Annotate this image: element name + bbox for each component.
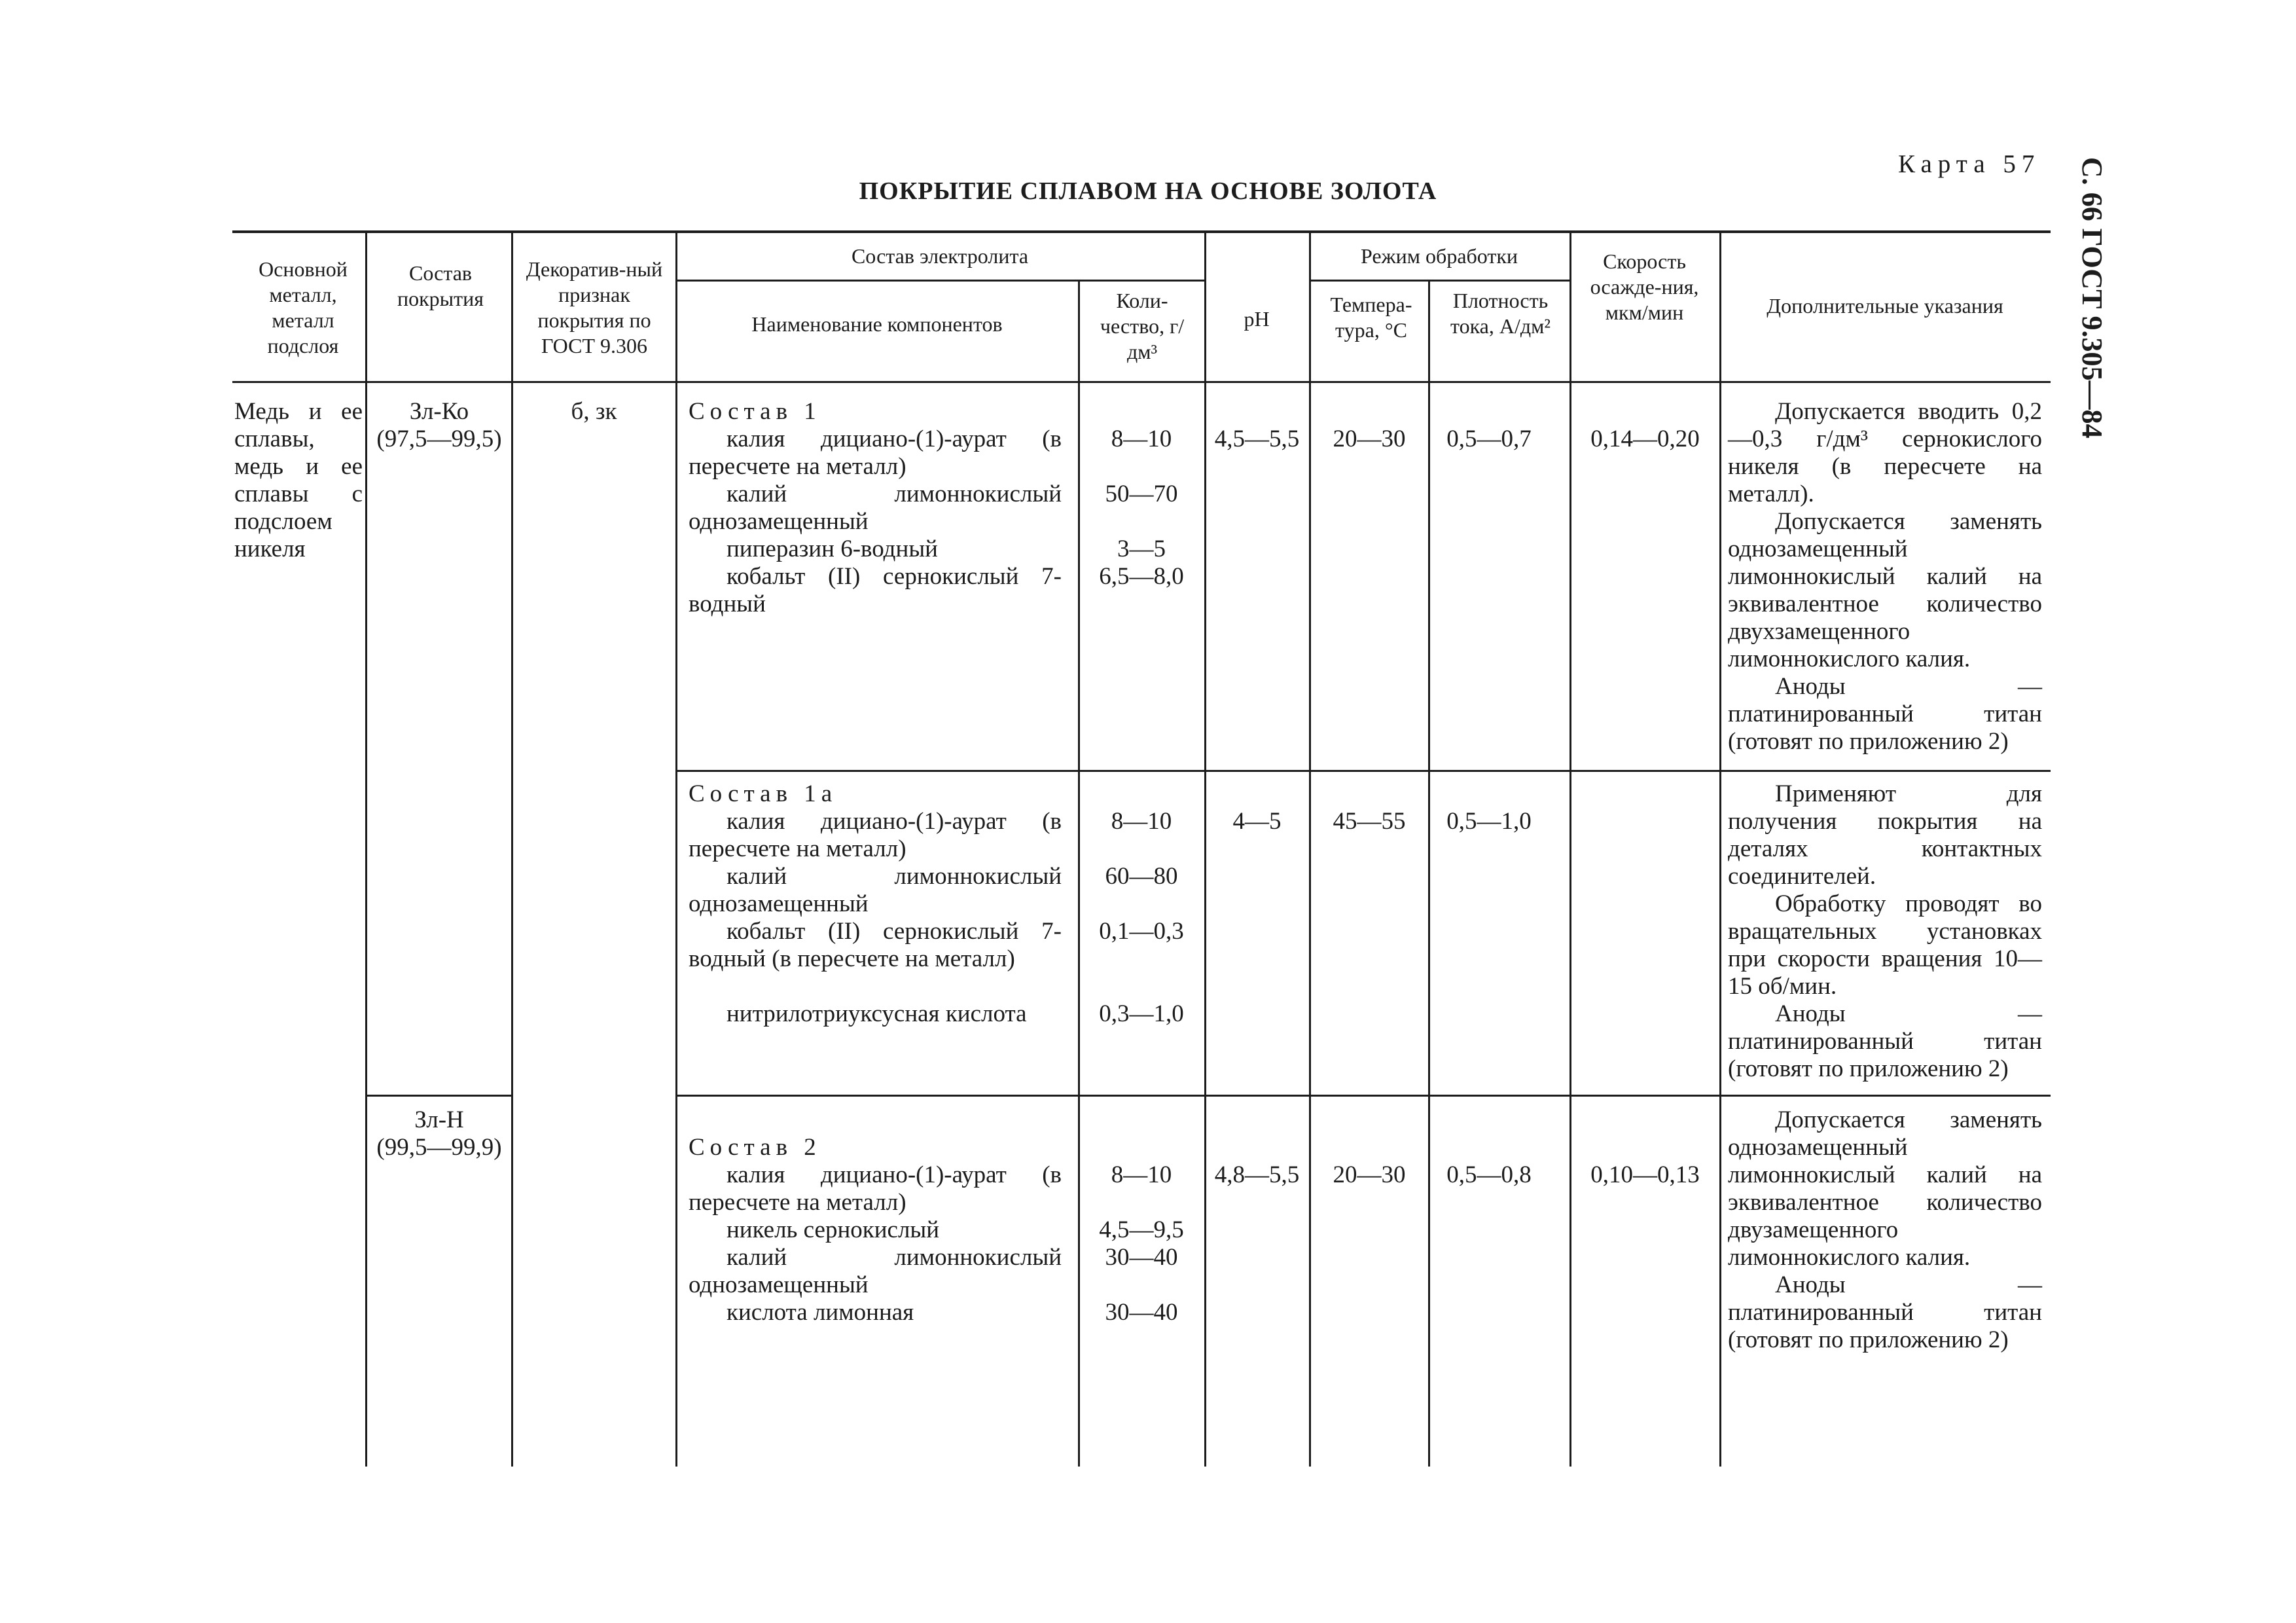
comp-2-component-4-name: кислота лимонная [726,1299,914,1326]
comp-1-note-1: Допускается вводить 0,2—0,3 г/дм³ сернокислого никеля (в пересчете на металл). [1728,398,2042,507]
col-rule-2 [511,230,513,1467]
comp-1a-qty-3: 0,1—0,3 [1099,918,1184,945]
card-label: Карта 57 [1898,150,2041,178]
header-coating: Состав покрытия [397,261,484,310]
comp-1a-temperature: 45—55 [1333,808,1406,835]
comp-1-rate: 0,14—0,20 [1590,426,1700,452]
comp-1-qty-4: 6,5—8,0 [1099,563,1184,590]
comp-1-component-1-name: калия дициано-(1)-аурат (в пересчете на металл) [689,426,1062,480]
row-rule-coating-2 [367,1095,512,1097]
decorative-cell: б, зк [571,398,617,425]
comp-1a-component-2 [689,863,1062,918]
comp-2-qty-3: 30—40 [1105,1244,1178,1271]
base-metal-cell: Медь и ее сплавы, медь и ее сплавы с подслоем никеля [234,398,363,562]
col-rule-8 [1570,230,1571,1467]
comp-2-component-3 [689,1244,1062,1299]
header-temperature: Темпера-тура, °С [1330,293,1412,342]
comp-1-component-3-name: пиперазин 6-водный [726,536,938,562]
comp-1a-note-3: Аноды — платинированный титан (готовят по приложению 2) [1728,1000,2042,1082]
header-quantity: Коли-чество, г/дм³ [1100,289,1185,363]
header-electrolyte: Состав электролита [851,244,1029,268]
comp-2-note-1: Допускается заменять однозамещенный лимоннокислый калий на эквивалентное количество двузамещенного лимоннокислого калия. [1728,1106,2042,1271]
coating-2-name: Зл-Н [414,1106,464,1133]
col-rule-7 [1428,280,1430,1467]
row-rule-composition-2 [675,1095,2051,1097]
comp-1a-component-1 [689,808,1062,863]
table-top-rule [232,230,2051,233]
comp-1-component-1 [689,426,1062,481]
comp-1-qty-3: 3—5 [1117,536,1166,562]
col-rule-5 [1204,230,1206,1467]
comp-1a-current-density: 0,5—1,0 [1446,808,1532,835]
page-title: ПОКРЫТИЕ СПЛАВОМ НА ОСНОВЕ ЗОЛОТА [859,177,1437,205]
header-inner-rule-mode [1309,280,1570,282]
coating-1-range: (97,5—99,5) [376,426,502,452]
header-notes: Дополнительные указания [1767,294,2003,318]
comp-1a-component-2-name: калий лимоннокислый однозамещенный [689,863,1062,917]
header-decorative: Декоратив-ный признак покрытия по ГОСТ 9.306 [526,257,663,357]
comp-1-component-4 [689,563,1062,618]
header-bottom-rule [232,381,2051,383]
comp-1a-qty-4: 0,3—1,0 [1099,1000,1184,1027]
comp-1a-component-3-name: кобальт (II) сернокислый 7-водный (в пересчете на металл) [689,918,1062,972]
comp-2-notes [1728,1106,2042,1354]
comp-1a-component-3 [689,918,1062,973]
header-base-metal: Основной металл, металл подслоя [259,257,348,357]
comp-2-note-2: Аноды — платинированный титан (готовят по приложению 2) [1728,1271,2042,1353]
comp-2-component-4 [689,1299,1062,1326]
comp-2-component-3-name: калий лимоннокислый однозамещенный [689,1244,1062,1298]
col-rule-6 [1309,230,1311,1467]
comp-1-ph: 4,5—5,5 [1214,426,1300,452]
comp-1-note-2: Допускается заменять однозамещенный лимоннокислый калий на эквивалентное количество двухзамещенного лимоннокислого калия. [1728,508,2042,672]
comp-1a-component-1-name: калия дициано-(1)-аурат (в пересчете на металл) [689,808,1062,862]
comp-1-component-2-name: калий лимоннокислый однозамещенный [689,481,1062,535]
comp-2-qty-2: 4,5—9,5 [1099,1216,1184,1243]
comp-2-qty-1: 8—10 [1111,1161,1172,1188]
comp-2-current-density: 0,5—0,8 [1446,1161,1532,1188]
col-rule-9 [1719,230,1721,1467]
comp-2-component-2-name: никель сернокислый [726,1216,940,1243]
comp-2-component-2 [689,1216,1062,1244]
comp-1a-component-4 [689,1000,1062,1028]
side-page-reference-text: С. 66 ГОСТ 9.305—84 [2076,157,2108,439]
comp-1-qty-1: 8—10 [1111,426,1172,452]
comp-1-component-3 [689,536,1062,563]
header-current-density: Плотность тока, А/дм² [1450,289,1551,338]
composition-2-title: Состав 2 [689,1134,821,1161]
coating-2-range: (99,5—99,9) [376,1134,502,1161]
row-rule-composition-1a [675,770,2051,772]
header-processing-mode: Режим обработки [1360,244,1518,268]
composition-1a-title: Состав 1а [689,780,838,807]
col-rule-1 [365,230,367,1467]
comp-1-notes [1728,398,2042,756]
comp-1-current-density: 0,5—0,7 [1446,426,1532,452]
comp-1a-note-1: Применяют для получения покрытия на деталях контактных соединителей. [1728,780,2042,890]
header-component-name: Наименование компонентов [751,312,1003,336]
comp-1a-component-4-name: нитрилотриуксусная кислота [726,1000,1027,1027]
header-inner-rule [675,280,1204,282]
comp-1a-ph: 4—5 [1232,808,1282,835]
comp-1-component-2 [689,481,1062,536]
comp-2-ph: 4,8—5,5 [1214,1161,1300,1188]
comp-1a-note-2: Обработку проводят во вращательных установках при скорости вращения 10—15 об/мин. [1728,890,2042,1000]
comp-1-component-4-name: кобальт (II) сернокислый 7-водный [689,563,1062,617]
comp-2-component-1-name: калия дициано-(1)-аурат (в пересчете на металл) [689,1161,1062,1216]
comp-1-note-3: Аноды — платинированный титан (готовят по приложению 2) [1728,673,2042,755]
comp-1a-qty-1: 8—10 [1111,808,1172,835]
coating-1-name: Зл-Ко [409,398,469,425]
composition-1-title: Состав 1 [689,398,821,425]
header-deposition-rate: Скорость осажде-ния, мкм/мин [1590,249,1699,324]
comp-2-rate: 0,10—0,13 [1590,1161,1700,1188]
comp-1a-notes [1728,780,2042,1083]
comp-1a-qty-2: 60—80 [1105,863,1178,890]
comp-1-temperature: 20—30 [1333,426,1406,452]
comp-1-qty-2: 50—70 [1105,481,1178,507]
comp-2-component-1 [689,1161,1062,1216]
comp-2-qty-4: 30—40 [1105,1299,1178,1326]
side-page-reference [2068,157,2121,524]
col-rule-3 [675,230,677,1467]
comp-2-temperature: 20—30 [1333,1161,1406,1188]
header-ph: pH [1244,307,1270,331]
